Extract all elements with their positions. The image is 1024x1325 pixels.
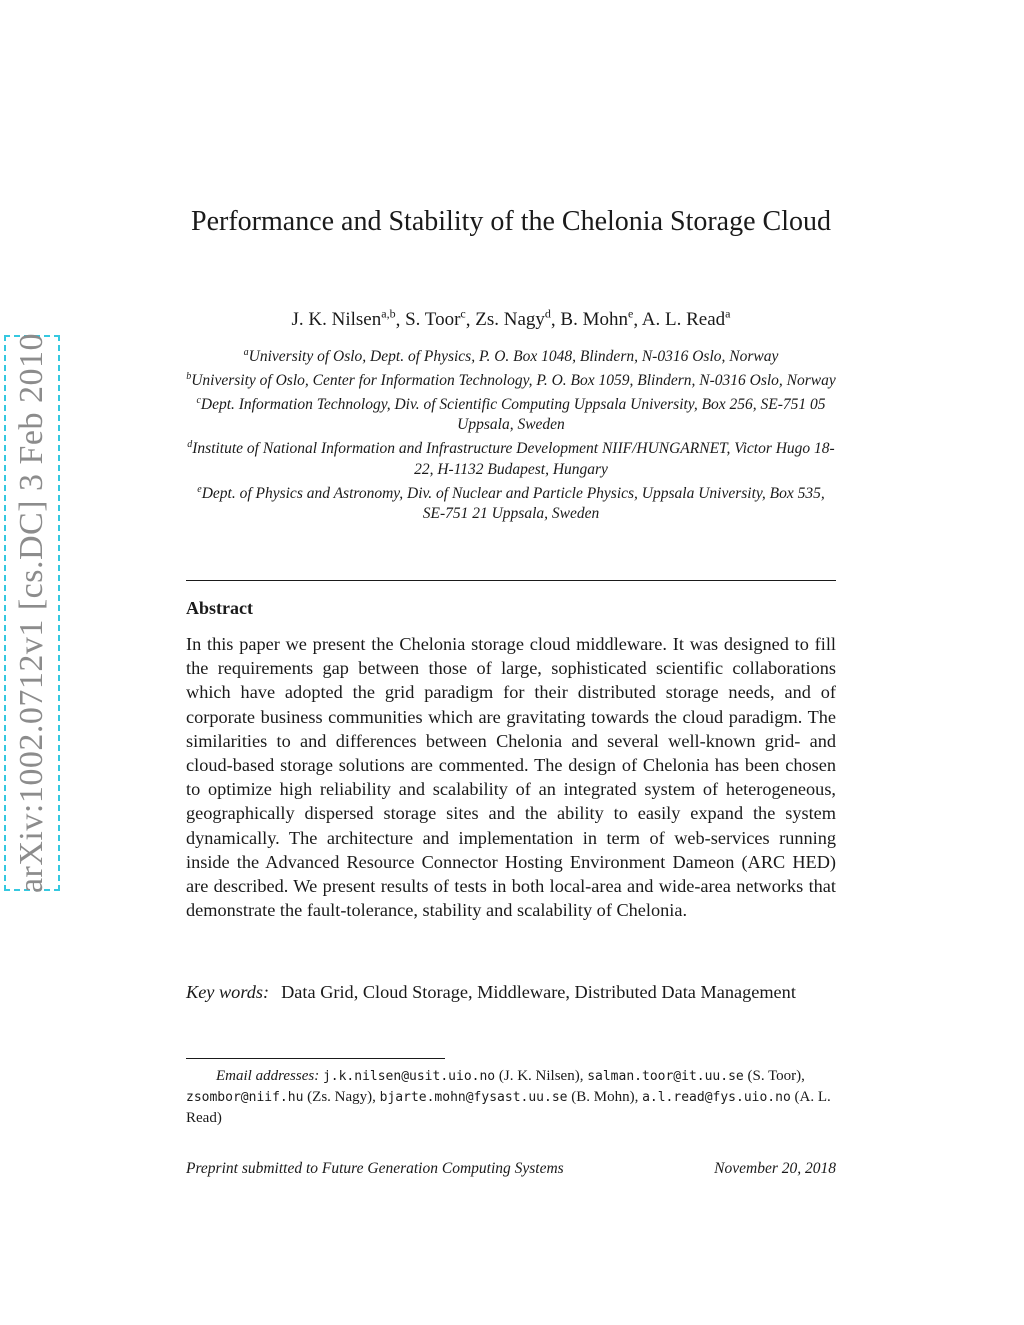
author [405,309,466,330]
email-owner: (Zs. Nagy) [307,1089,373,1105]
arxiv-identifier: arXiv:1002.0712v1 [cs.DC] 3 Feb 2010 [13,332,50,894]
affiliation-text: Institute of National Information and Infrastructure Development NIIF/HUNGARNET, Victor Hugo 18-22, H-1132 Budapest, Hungary [192,440,835,478]
keywords-label: Key words: [186,982,270,1002]
author-affiliation-mark: c [460,307,466,321]
affiliation-mark: a [243,347,249,358]
affiliation-text: Dept. of Physics and Astronomy, Div. of Nuclear and Particle Physics, Uppsala University, Box 535, SE-751 21 Uppsala, Sweden [201,484,825,522]
abstract-top-rule [186,580,836,581]
affiliation-mark: c [196,395,201,407]
author [560,309,633,330]
email-owner: (J. K. Nilsen) [498,1068,580,1084]
keywords [186,980,836,1004]
author-name: B. Mohn [560,309,628,331]
affiliation-mark: d [187,439,193,451]
keywords-text: Data Grid, Cloud Storage, Middleware, Distributed Data Management [281,982,796,1002]
abstract-heading: Abstract [186,598,253,618]
author-affiliation-mark: a [725,307,731,321]
page-footer [186,1160,836,1178]
paper-title: Performance and Stability of the Chelonia Storage Cloud [191,206,831,237]
author-affiliation-mark: d [544,307,551,321]
email-address: j.k.nilsen@usit.uio.no [322,1069,496,1084]
affiliation [186,367,836,391]
affiliation [186,480,836,524]
email-owner: (S. Toor) [747,1068,802,1084]
affiliation-mark: e [197,483,202,495]
email-owner: (B. Mohn) [571,1089,635,1105]
author-affiliation-mark: e [627,307,634,321]
email-owner: (A. L. Read) [186,1089,831,1126]
author-name: J. K. Nilsen [291,309,382,331]
footnote-label: Email addresses: [216,1068,320,1084]
email-footnote: Email addresses: j.k.nilsen@usit.uio.no (J. K. Nilsen), salman.toor@it.uu.se (S. Toor), zsombor@niif.hu (Zs. Nagy), bjarte.mohn@fysast.uu.se (B. Mohn), a.l.read@fys.uio.no (A. L. Read) [186,1068,831,1126]
email-address: bjarte.mohn@fysast.uu.se [379,1090,568,1105]
author [642,309,731,330]
author-name: S. Toor [405,309,461,331]
affiliation [186,391,836,435]
footer-date: November 20, 2018 [714,1160,836,1177]
email-address: salman.toor@it.uu.se [587,1069,744,1084]
email-address: a.l.read@fys.uio.no [642,1090,791,1105]
author-list: J. K. Nilsen$^{a,b}$, S. Toor$^c$, Zs. Nagy$^d$, B. Mohn$^e$, A. L. Read$^a$ [291,307,731,331]
affiliation-list [186,343,836,524]
affiliation-text: University of Oslo, Dept. of Physics, P. O. Box 1048, Blindern, N-0316 Oslo, Norway [248,348,779,366]
affiliation-mark: b [186,371,192,383]
affiliation [186,343,836,367]
affiliation-text: Dept. Information Technology, Div. of Scientific Computing Uppsala University, Box 256, SE-751 05 Uppsala, Sweden [200,396,826,434]
footer-journal: Preprint submitted to Future Generation Computing Systems [186,1160,564,1177]
email-address: zsombor@niif.hu [186,1090,304,1105]
footnote-rule [186,1058,445,1059]
author-name: A. L. Read [641,309,726,331]
affiliation-text: University of Oslo, Center for Information Technology, P. O. Box 1059, Blindern, N-0316 Oslo, Norway [191,372,836,390]
arxiv-stamp [4,332,60,894]
abstract-body: In this paper we present the Chelonia storage cloud middleware. It was designed to fill the requirements gap between those of large, sophisticated scientific collaborations which have adopted the grid paradigm for their distributed storage needs, and of corporate business communities which are gravitating towards the cloud paradigm. The similarities to and differences between Chelonia and several well-known grid- and cloud-based storage solutions are commented. The design of Chelonia has been chosen to optimize high reliability and scalability of an integrated system of heterogeneous, geographically dispersed storage sites and the ability to easily expand the system dynamically. The architecture and implementation in term of web-services running inside the Advanced Resource Connector Hosting Environment Dameon (ARC HED) are described. We present results of tests in both local-area and wide-area networks that demonstrate the fault-tolerance, stability and scalability of Chelonia. [186,634,836,921]
author-name: Zs. Nagy [475,309,545,331]
affiliation [186,435,836,479]
author [475,309,551,330]
author-affiliation-mark: a,b [381,307,396,321]
author [292,309,396,330]
